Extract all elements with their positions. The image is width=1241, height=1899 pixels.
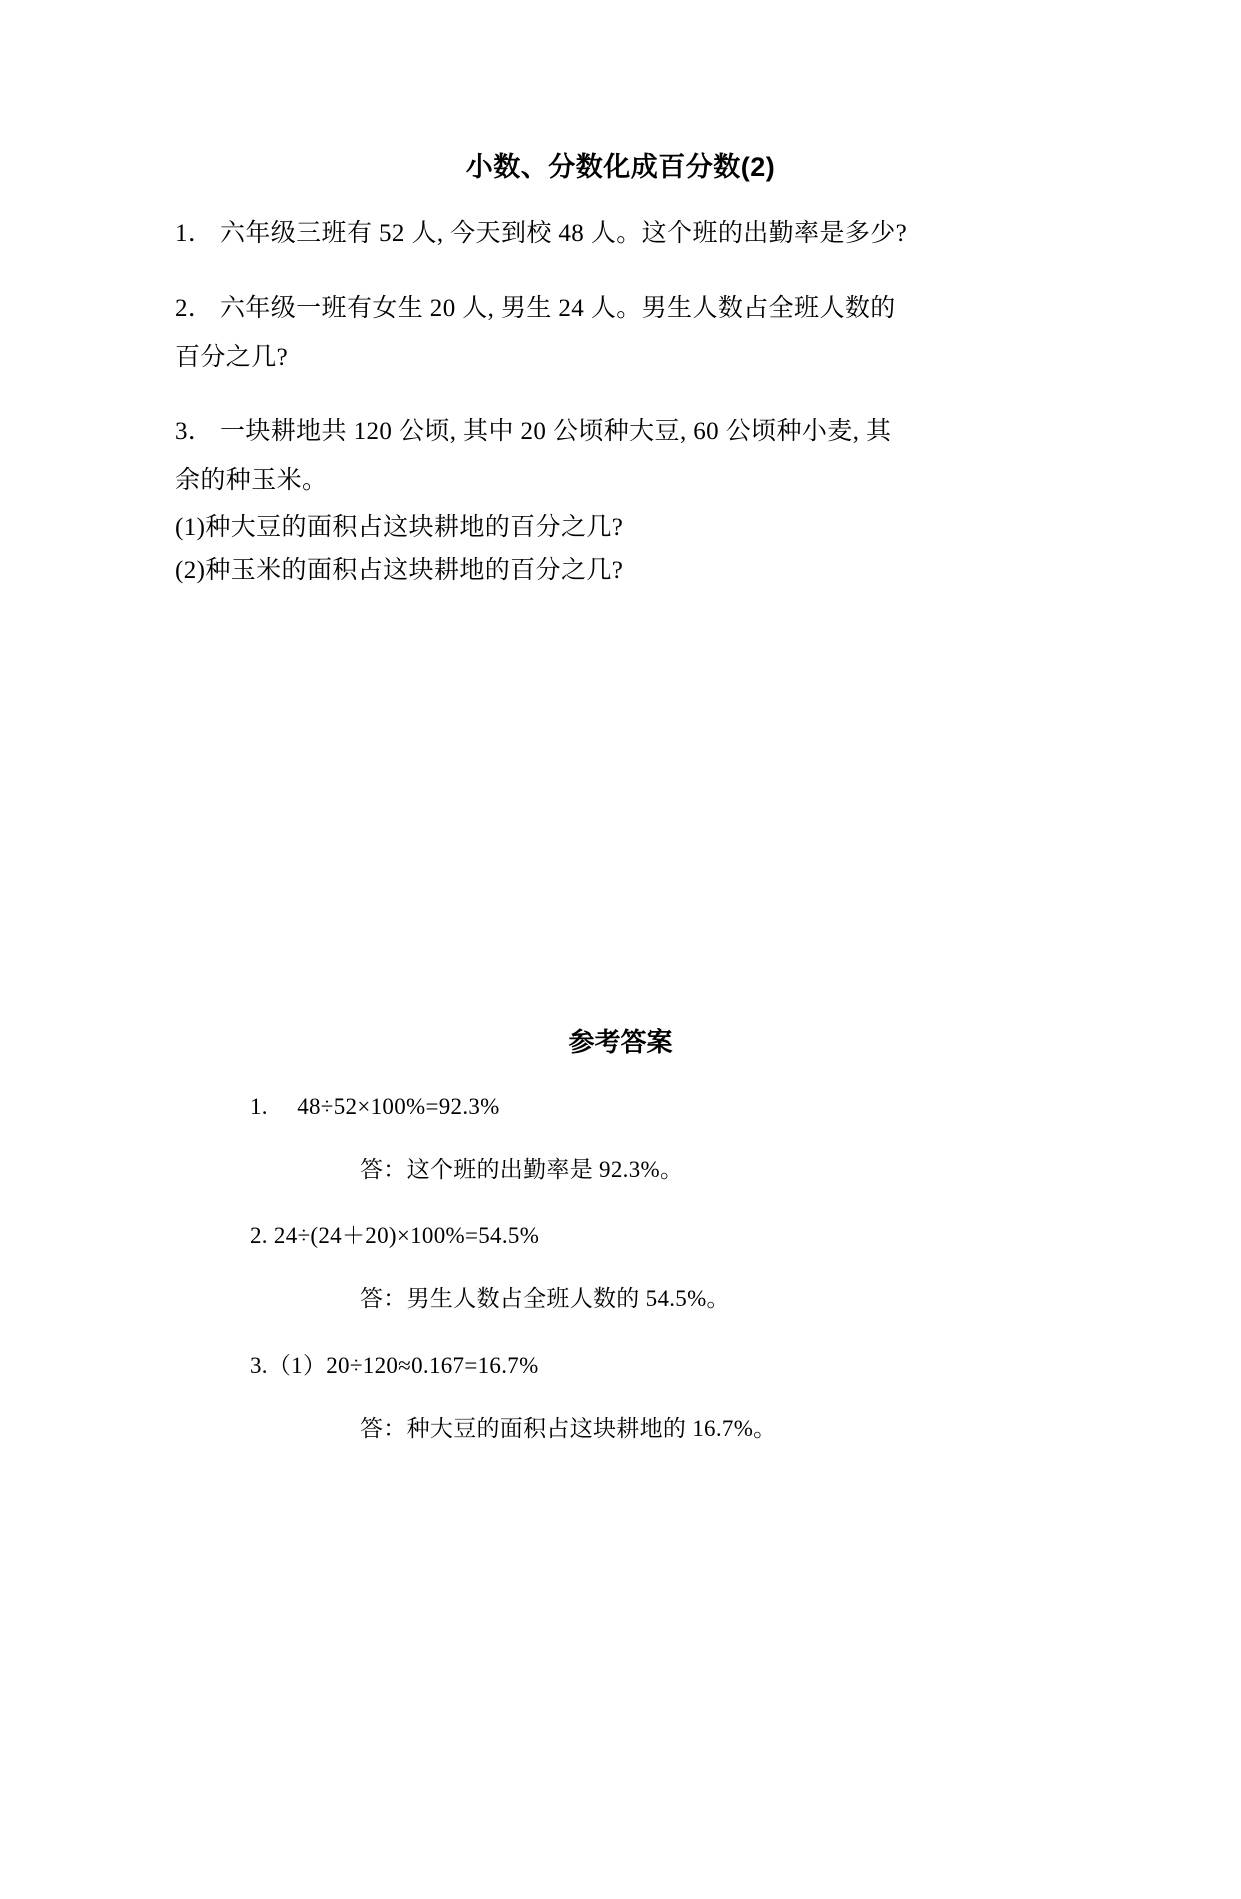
question-2-line-1: 2． 六年级一班有女生 20 人, 男生 24 人。男生人数占全班人数的 — [175, 294, 896, 322]
question-1 — [175, 210, 1066, 259]
answer-3-work: 3.（1）20÷120≈0.167=16.7% — [250, 1352, 539, 1378]
answer-1-reply: 答：这个班的出勤率是 92.3%。 — [360, 1156, 684, 1182]
answer-item — [175, 1348, 1066, 1448]
answer-2-reply: 答：男生人数占全班人数的 54.5%。 — [360, 1286, 730, 1312]
question-1-line-1: 1． 六年级三班有 52 人, 今天到校 48 人。这个班的出勤率是多少? — [175, 220, 908, 247]
answers-list — [175, 1089, 1066, 1448]
answer-item — [175, 1089, 1066, 1189]
question-3-sub-2: (2)种玉米的面积占这块耕地的百分之几? — [175, 556, 624, 584]
question-3-sub-1: (1)种大豆的面积占这块耕地的百分之几? — [175, 513, 624, 541]
answer-1-work: 1. 48÷52×100%=92.3% — [250, 1093, 500, 1119]
question-3-line-2: 余的种玉米。 — [175, 467, 328, 494]
question-3-line-1: 3． 一块耕地共 120 公顷, 其中 20 公顷种大豆, 60 公顷种小麦, 其 — [175, 418, 892, 446]
worksheet-page — [0, 145, 1241, 1899]
question-2 — [175, 285, 1066, 383]
answer-item — [175, 1218, 1066, 1318]
page-title: 小数、分数化成百分数(2) — [465, 152, 776, 182]
answers-heading: 参考答案 — [568, 1026, 673, 1057]
answer-3-reply: 答：种大豆的面积占这块耕地的 16.7%。 — [360, 1415, 777, 1441]
question-3 — [175, 408, 1066, 592]
answer-2-work: 2. 24÷(24＋20)×100%=54.5% — [250, 1223, 540, 1249]
question-2-line-2: 百分之几? — [175, 343, 289, 371]
